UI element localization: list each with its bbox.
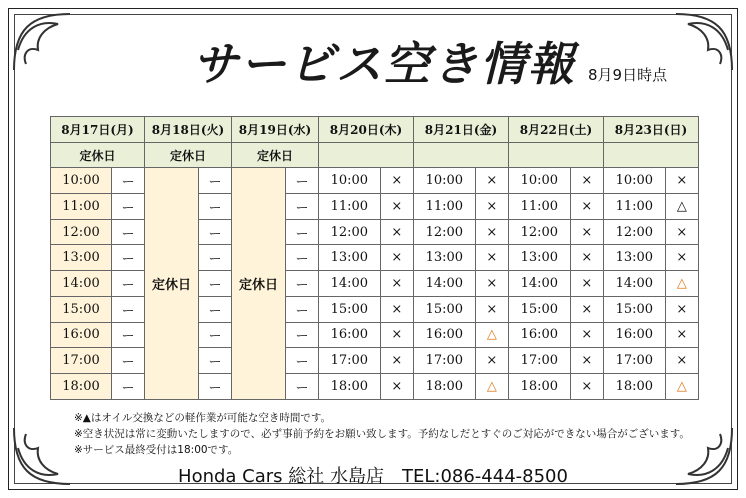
time-cell: 15:00 [51,296,112,322]
time-cell: 17:00 [604,348,666,374]
availability-mark: × [380,168,413,194]
availability-mark: △ [475,322,508,348]
availability-mark: ー [112,296,145,322]
day-header: 8月22日(土) [509,117,604,143]
time-cell: 12:00 [319,219,381,245]
availability-mark: × [380,245,413,271]
availability-mark: × [475,194,508,220]
time-cell: 17:00 [51,348,112,374]
availability-mark: × [665,219,698,245]
availability-mark: ー [286,322,319,348]
shop-footer: Honda Cars 総社 水島店 TEL:086-444-8500 [178,466,568,487]
day-header: 8月20日(木) [319,117,414,143]
availability-mark: × [475,219,508,245]
availability-mark: ー [286,348,319,374]
time-cell: 11:00 [604,194,666,220]
day-header-row [51,117,699,143]
availability-mark: ー [199,245,232,271]
availability-mark: ー [112,245,145,271]
availability-mark: × [570,271,603,297]
schedule-body [51,168,699,399]
time-cell: 12:00 [51,219,112,245]
availability-mark: ー [286,296,319,322]
note-line: ※▲はオイル交換などの軽作業が可能な空き時間です。 [74,412,332,424]
availability-mark: × [475,168,508,194]
availability-mark: × [475,271,508,297]
day-header: 8月19日(水) [232,117,319,143]
availability-mark: × [570,373,603,399]
availability-mark: ー [199,373,232,399]
service-schedule-table [50,116,699,400]
availability-mark: ー [112,348,145,374]
time-cell: 12:00 [604,219,666,245]
time-cell: 11:00 [414,194,476,220]
availability-mark: ー [199,322,232,348]
note-line: ※サービス最終受付は18:00です。 [74,444,239,456]
time-cell: 15:00 [319,296,381,322]
time-cell: 10:00 [509,168,571,194]
status-header-empty [319,142,414,168]
time-cell: 18:00 [414,373,476,399]
availability-mark: ー [112,373,145,399]
time-cell: 14:00 [51,271,112,297]
time-cell: 17:00 [414,348,476,374]
availability-mark: ー [286,373,319,399]
time-cell: 15:00 [604,296,666,322]
availability-mark: × [570,194,603,220]
availability-mark: × [665,168,698,194]
time-cell: 17:00 [509,348,571,374]
time-cell: 13:00 [604,245,666,271]
time-cell: 10:00 [51,168,112,194]
availability-mark: ー [112,194,145,220]
time-cell: 14:00 [414,271,476,297]
time-cell: 14:00 [604,271,666,297]
availability-mark: × [570,348,603,374]
availability-mark: ー [286,219,319,245]
time-cell: 18:00 [509,373,571,399]
time-cell: 13:00 [319,245,381,271]
time-cell: 16:00 [319,322,381,348]
status-header-empty [414,142,509,168]
time-cell: 11:00 [319,194,381,220]
availability-mark: ー [286,194,319,220]
availability-mark: △ [665,194,698,220]
availability-mark: ー [286,245,319,271]
availability-mark: △ [475,373,508,399]
availability-mark: × [570,296,603,322]
closed-day-cell: 定休日 [232,168,286,399]
time-cell: 10:00 [319,168,381,194]
availability-mark: × [380,194,413,220]
availability-mark: × [380,373,413,399]
availability-mark: △ [665,373,698,399]
day-header: 8月21日(金) [414,117,509,143]
time-cell: 18:00 [51,373,112,399]
availability-mark: × [380,271,413,297]
availability-mark: × [380,296,413,322]
availability-mark: △ [665,271,698,297]
availability-mark: × [380,322,413,348]
availability-mark: × [570,219,603,245]
table-row [51,168,699,194]
availability-mark: × [570,168,603,194]
time-cell: 16:00 [604,322,666,348]
closed-header: 定休日 [232,142,319,168]
availability-mark: ー [112,219,145,245]
availability-mark: × [570,245,603,271]
availability-mark: × [475,348,508,374]
time-cell: 14:00 [319,271,381,297]
availability-mark: × [380,348,413,374]
availability-mark: × [665,296,698,322]
status-header-row [51,142,699,168]
corner-ornament-tl-icon [10,10,80,80]
availability-mark: ー [199,271,232,297]
availability-mark: × [475,245,508,271]
availability-mark: × [665,322,698,348]
availability-mark: × [570,322,603,348]
availability-mark: ー [199,296,232,322]
time-cell: 16:00 [414,322,476,348]
time-cell: 13:00 [51,245,112,271]
time-cell: 16:00 [51,322,112,348]
closed-header: 定休日 [145,142,232,168]
availability-mark: ー [286,271,319,297]
availability-mark: ー [199,194,232,220]
time-cell: 11:00 [51,194,112,220]
status-header-empty [604,142,699,168]
time-cell: 11:00 [509,194,571,220]
day-header: 8月23日(日) [604,117,699,143]
note-line: ※空き状況は常に変動いたしますので、必ず事前予約をお願い致します。予約なしだとすぐのご対応ができない場合がございます。 [74,428,690,440]
closed-header: 定休日 [51,142,145,168]
closed-day-cell: 定休日 [145,168,199,399]
time-cell: 15:00 [414,296,476,322]
time-cell: 12:00 [509,219,571,245]
availability-mark: ー [199,168,232,194]
notes [74,410,690,458]
day-header: 8月18日(火) [145,117,232,143]
time-cell: 18:00 [319,373,381,399]
availability-mark: × [475,296,508,322]
time-cell: 13:00 [414,245,476,271]
page-title: サービス空き情報 [192,37,576,91]
availability-mark: × [665,245,698,271]
availability-mark: × [380,219,413,245]
time-cell: 10:00 [604,168,666,194]
as-of-date: 8月9日時点 [588,66,668,84]
availability-mark: ー [286,168,319,194]
day-header: 8月17日(月) [51,117,145,143]
availability-mark: × [665,348,698,374]
availability-mark: ー [112,271,145,297]
availability-mark: ー [199,219,232,245]
availability-mark: ー [112,168,145,194]
time-cell: 18:00 [604,373,666,399]
availability-mark: ー [199,348,232,374]
time-cell: 15:00 [509,296,571,322]
time-cell: 16:00 [509,322,571,348]
availability-mark: ー [112,322,145,348]
time-cell: 12:00 [414,219,476,245]
corner-ornament-tr-icon [666,10,736,80]
time-cell: 13:00 [509,245,571,271]
time-cell: 17:00 [319,348,381,374]
time-cell: 14:00 [509,271,571,297]
status-header-empty [509,142,604,168]
time-cell: 10:00 [414,168,476,194]
